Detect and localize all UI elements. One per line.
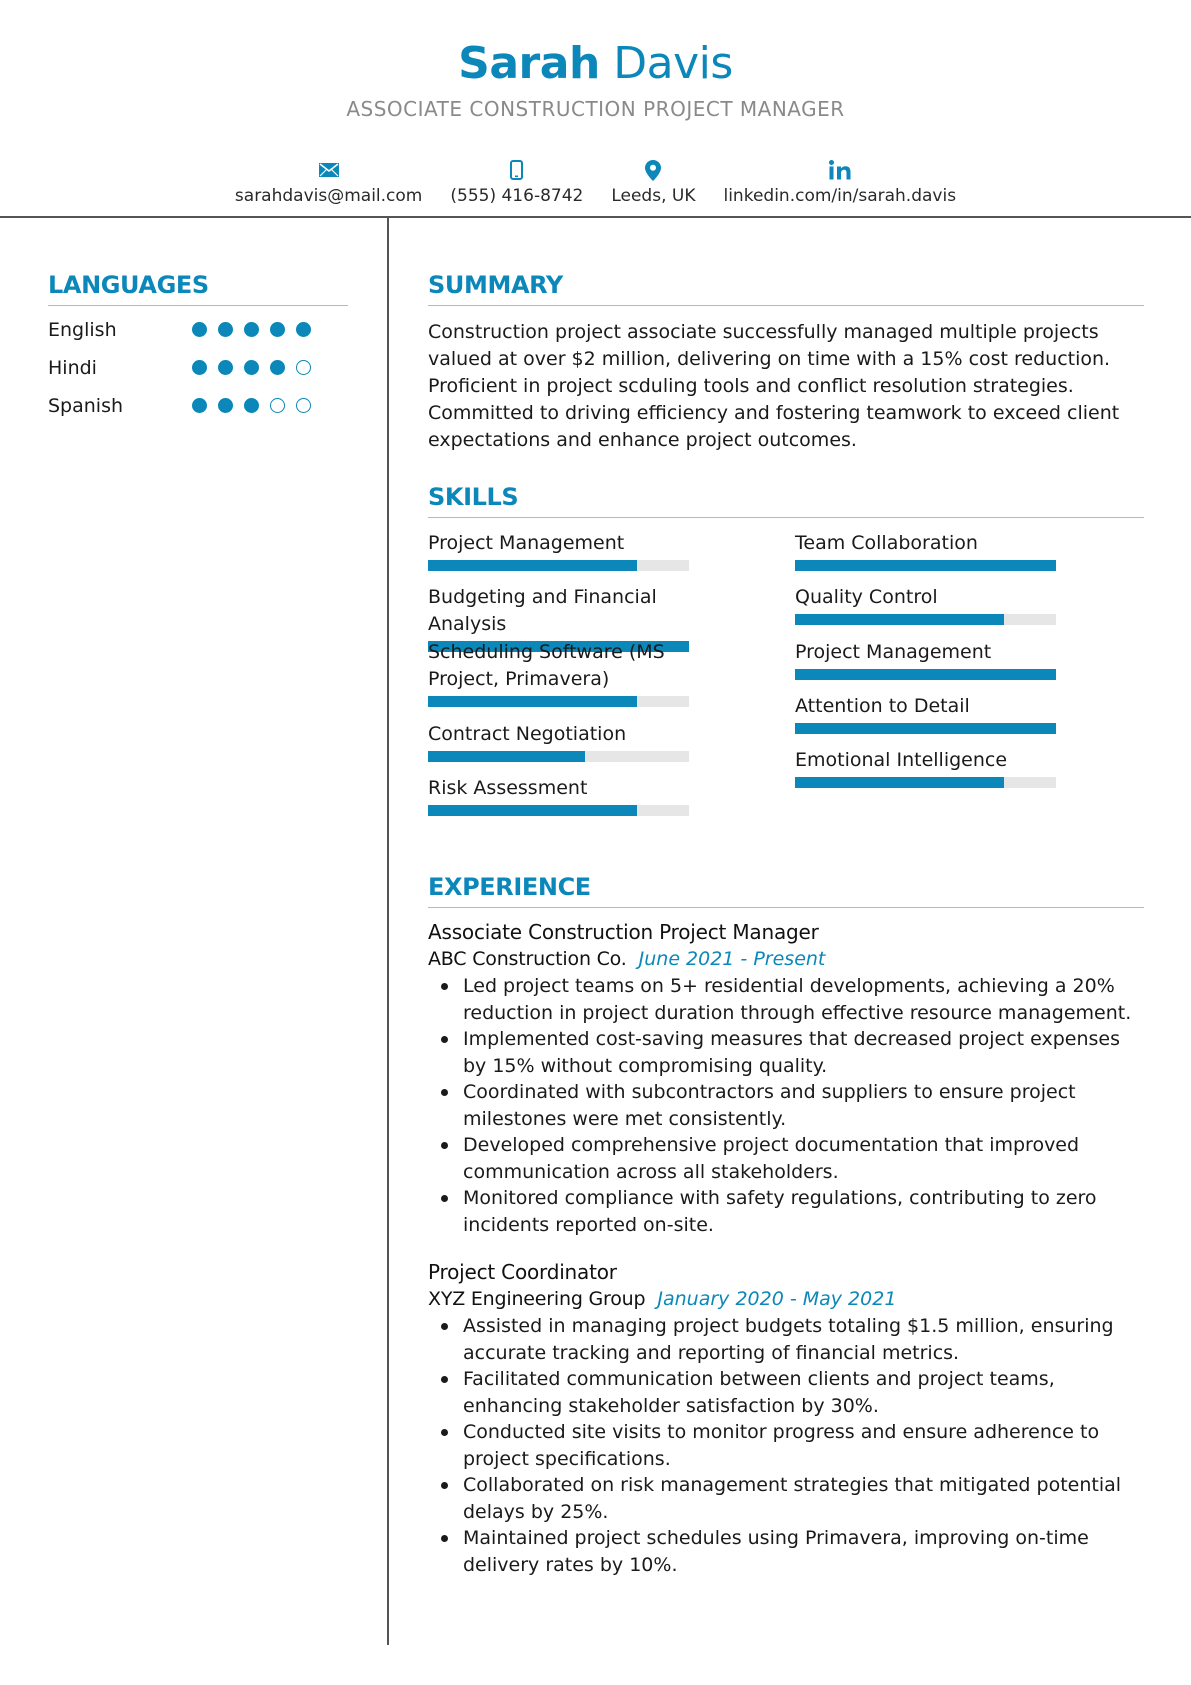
job-role: Project Coordinator [428, 1260, 617, 1284]
language-level-dots [192, 360, 311, 375]
bullet-item: Collaborated on risk management strategies that mitigated potential delays by 25%. [428, 1472, 1148, 1525]
linkedin-icon [829, 158, 851, 182]
skill-bar-fill [795, 614, 1004, 625]
level-dot-filled [270, 360, 285, 375]
bullet-item: Developed comprehensive project documentation that improved communication across all stakeholders. [428, 1132, 1148, 1185]
bullet-item: Monitored compliance with safety regulations, contributing to zero incidents reported on-site. [428, 1185, 1148, 1238]
language-level-dots [192, 322, 311, 337]
skill-bar-track [795, 614, 1056, 625]
level-dot-filled [244, 322, 259, 337]
skill-item [795, 584, 1065, 625]
phone-icon [510, 158, 523, 182]
skill-name: Attention to Detail [795, 695, 970, 717]
email-text: sarahdavis@mail.com [234, 186, 423, 206]
language-item [48, 316, 348, 344]
skill-item [428, 639, 698, 707]
summary-rule [428, 305, 1144, 306]
skill-bar-track [795, 669, 1056, 680]
skill-bar-track [428, 805, 689, 816]
job-title: ASSOCIATE CONSTRUCTION PROJECT MANAGER [346, 97, 845, 121]
job-bullets [428, 973, 1148, 1238]
contact-email[interactable] [235, 158, 422, 208]
job-dates: June 2021 - Present [638, 948, 826, 970]
skill-bar-fill [795, 777, 1004, 788]
languages-heading: LANGUAGES [48, 271, 209, 299]
first-name: Sarah [458, 38, 600, 89]
skill-name: Quality Control [795, 586, 938, 608]
contact-phone[interactable] [450, 158, 583, 208]
candidate-name [0, 36, 1191, 92]
bullet-item: Led project teams on 5+ residential developments, achieving a 20% reduction in project duration through effective resource management. [428, 973, 1148, 1026]
skill-item [428, 775, 698, 816]
skill-bar-fill [428, 696, 637, 707]
bullet-item: Conducted site visits to monitor progress and ensure adherence to project specifications. [428, 1419, 1148, 1472]
skill-bar-track [428, 696, 689, 707]
job-dates: January 2020 - May 2021 [657, 1288, 897, 1310]
language-name: Hindi [48, 357, 97, 379]
level-dot-filled [192, 360, 207, 375]
bullet-item: Facilitated communication between clients and project teams, enhancing stakeholder satisfaction by 30%. [428, 1366, 1148, 1419]
skill-bar-track [428, 560, 689, 571]
experience-rule [428, 907, 1144, 908]
language-item [48, 354, 348, 382]
language-item [48, 392, 348, 420]
job-bullets [428, 1313, 1148, 1578]
skill-name: Contract Negotiation [428, 723, 627, 745]
level-dot-empty [296, 360, 311, 375]
skill-name: Project Management [795, 641, 992, 663]
skill-bar-track [795, 560, 1056, 571]
skill-bar-fill [428, 751, 585, 762]
location-text: Leeds, UK [611, 186, 696, 206]
summary-heading: SUMMARY [428, 271, 563, 299]
skill-item [795, 639, 1065, 680]
skill-item [795, 530, 1065, 571]
header-divider [0, 216, 1191, 218]
bullet-item: Implemented cost-saving measures that decreased project expenses by 15% without compromising quality. [428, 1026, 1148, 1079]
level-dot-filled [296, 322, 311, 337]
skills-rule [428, 517, 1144, 518]
level-dot-filled [218, 398, 233, 413]
level-dot-filled [218, 360, 233, 375]
skill-name: Risk Assessment [428, 777, 588, 799]
skill-item [428, 721, 698, 762]
linkedin-text: linkedin.com/in/sarah.davis [723, 186, 957, 206]
skill-bar-fill [428, 805, 637, 816]
phone-text: (555) 416-8742 [450, 186, 584, 206]
last-name: Davis [613, 38, 733, 89]
skill-name: Team Collaboration [795, 532, 978, 554]
level-dot-filled [192, 398, 207, 413]
contact-linkedin[interactable] [723, 158, 956, 208]
skill-bar-fill [795, 560, 1056, 571]
skill-name: Budgeting and Financial Analysis [428, 586, 657, 635]
skill-bar-fill [795, 669, 1056, 680]
skill-bar-track [795, 777, 1056, 788]
language-name: Spanish [48, 395, 124, 417]
level-dot-filled [192, 322, 207, 337]
job-meta [428, 946, 1148, 973]
envelope-icon [319, 158, 339, 182]
experience-heading: EXPERIENCE [428, 873, 591, 901]
level-dot-empty [296, 398, 311, 413]
level-dot-filled [244, 360, 259, 375]
level-dot-filled [218, 322, 233, 337]
skills-heading: SKILLS [428, 483, 519, 511]
job-role: Associate Construction Project Manager [428, 920, 819, 944]
skill-item [428, 530, 698, 571]
job-entry [428, 1259, 1148, 1578]
language-level-dots [192, 398, 311, 413]
company-name: ABC Construction Co. [428, 948, 627, 970]
job-entry [428, 919, 1148, 1238]
skill-name: Project Management [428, 532, 625, 554]
skill-item [795, 693, 1065, 734]
column-divider [387, 218, 389, 1645]
level-dot-filled [270, 322, 285, 337]
skill-item [795, 747, 1065, 788]
contact-location [611, 158, 695, 208]
language-name: English [48, 319, 117, 341]
skill-name: Emotional Intelligence [795, 749, 1008, 771]
bullet-item: Coordinated with subcontractors and suppliers to ensure project milestones were met consistently. [428, 1079, 1148, 1132]
level-dot-filled [244, 398, 259, 413]
skill-bar-fill [428, 560, 637, 571]
bullet-item: Maintained project schedules using Primavera, improving on-time delivery rates by 10%. [428, 1525, 1148, 1578]
skill-bar-fill [795, 723, 1056, 734]
skill-bar-track [428, 751, 689, 762]
level-dot-empty [270, 398, 285, 413]
skill-bar-track [795, 723, 1056, 734]
company-name: XYZ Engineering Group [428, 1288, 646, 1310]
job-meta [428, 1286, 1148, 1313]
contact-bar [0, 158, 1191, 208]
languages-rule [48, 305, 348, 306]
location-pin-icon [645, 158, 661, 182]
summary-text: Construction project associate successfully managed multiple projects valued at over $2 million, delivering on time with a 15% cost reduction. Proficient in project scduling tools and conflict resolution strategies. Committed to driving efficiency and fostering teamwork to exceed client expectations and enhance project outcomes. [428, 321, 1120, 451]
bullet-item: Assisted in managing project budgets totaling $1.5 million, ensuring accurate tracking and reporting of financial metrics. [428, 1313, 1148, 1366]
skill-name: Scheduling Software (MS Project, Primavera) [428, 641, 665, 690]
